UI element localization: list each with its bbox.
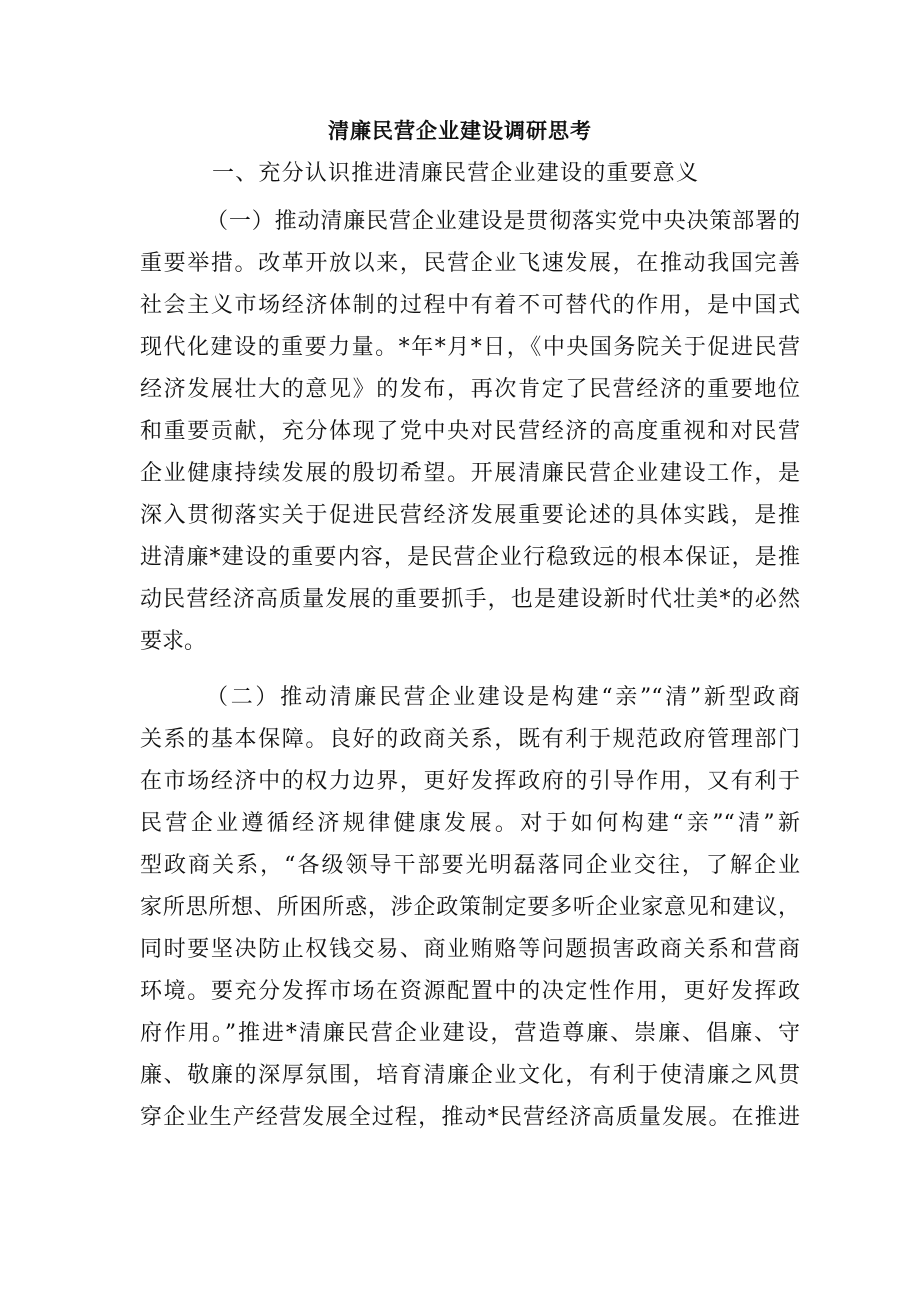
paragraph-line: 社会主义市场经济体制的过程中有着不可替代的作用，是中国式 xyxy=(140,293,800,318)
paragraph-line: 企业健康持续发展的殷切希望。开展清廉民营企业建设工作，是 xyxy=(140,461,800,486)
paragraph-line: 家所思所想、所困所惑，涉企政策制定要多听企业家意见和建议， xyxy=(140,895,800,920)
paragraph-line: 府作用。”推进*清廉民营企业建设，营造尊廉、崇廉、倡廉、守 xyxy=(140,1021,800,1046)
paragraph-line: 深入贯彻落实关于促进民营经济发展重要论述的具体实践，是推 xyxy=(140,503,800,528)
paragraph-line: 廉、敬廉的深厚氛围，培育清廉企业文化，有利于使清廉之风贯 xyxy=(140,1063,800,1088)
paragraph-2 xyxy=(140,677,800,1139)
section-heading: 一、充分认识推进清廉民营企业建设的重要意义 xyxy=(212,161,700,186)
paragraph-line: 穿企业生产经营发展全过程，推动*民营经济高质量发展。在推进 xyxy=(140,1105,800,1130)
paragraph-line: 民营企业遵循经济规律健康发展。对于如何构建“亲”“清”新 xyxy=(140,811,800,836)
paragraph-line: 关系的基本保障。良好的政商关系，既有利于规范政府管理部门 xyxy=(140,727,800,752)
paragraph-line: 经济发展壮大的意见》的发布，再次肯定了民营经济的重要地位 xyxy=(140,377,800,402)
document-title: 清廉民营企业建设调研思考 xyxy=(328,118,592,143)
paragraph-line: 现代化建设的重要力量。*年*月*日，《中央国务院关于促进民营 xyxy=(140,335,800,360)
paragraph-line: 同时要坚决防止权钱交易、商业贿赂等问题损害政商关系和营商 xyxy=(140,937,800,962)
paragraph-line: 型政商关系，“各级领导干部要光明磊落同企业交往，了解企业 xyxy=(140,853,800,878)
paragraph-line: 和重要贡献，充分体现了党中央对民营经济的高度重视和对民营 xyxy=(140,419,800,444)
paragraph-1 xyxy=(140,201,800,663)
paragraph-line: 要求。 xyxy=(140,629,207,654)
paragraph-line: 进清廉*建设的重要内容，是民营企业行稳致远的根本保证，是推 xyxy=(140,545,800,570)
paragraph-line: 在市场经济中的权力边界，更好发挥政府的引导作用，又有利于 xyxy=(140,769,800,794)
paragraph-line: （一）推动清廉民营企业建设是贯彻落实党中央决策部署的 xyxy=(206,209,800,234)
paragraph-line: 环境。要充分发挥市场在资源配置中的决定性作用，更好发挥政 xyxy=(140,979,800,1004)
paragraph-line: （二）推动清廉民营企业建设是构建“亲”“清”新型政商 xyxy=(206,685,800,710)
paragraph-line: 动民营经济高质量发展的重要抓手，也是建设新时代壮美*的必然 xyxy=(140,587,800,612)
paragraph-line: 重要举措。改革开放以来，民营企业飞速发展，在推动我国完善 xyxy=(140,251,800,276)
